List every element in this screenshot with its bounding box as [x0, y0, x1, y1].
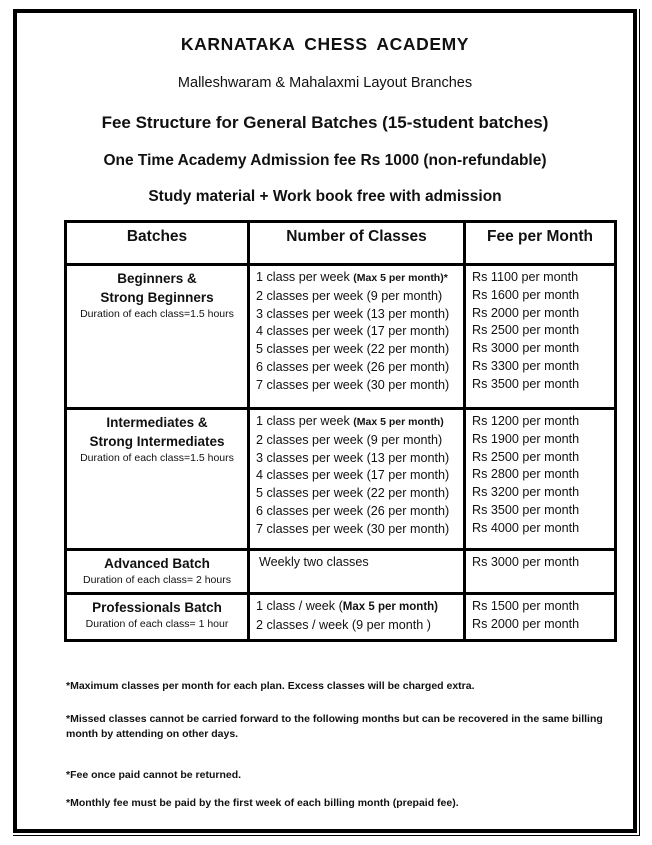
fee-amount: Rs 3300 per month [472, 358, 580, 373]
table-row-intermediates [66, 409, 616, 550]
class-option: 7 classes per week (30 per month) [256, 521, 450, 536]
class-option: 4 classes per week (17 per month) [256, 468, 450, 483]
class-option: Weekly two classes [259, 555, 369, 569]
class-option-text: 1 class / week ( [256, 599, 343, 613]
class-option-note: (Max 5 per month)* [353, 272, 448, 284]
table-header-row [66, 222, 616, 265]
footnote-max-classes: *Maximum classes per month for each plan. Excess classes will be charged extra. [66, 680, 475, 692]
fee-structure-heading: Fee Structure for General Batches (15-student batches) [101, 113, 549, 132]
classes-cell [249, 409, 465, 550]
admission-fee-heading: One Time Academy Admission fee Rs 1000 (non-refundable) [103, 152, 547, 169]
class-option: 3 classes per week (13 per month) [256, 450, 450, 465]
batch-cell [66, 550, 249, 594]
fee-amount: Rs 3000 per month [472, 555, 580, 569]
fee-cell [465, 409, 616, 550]
classes-cell [249, 594, 465, 641]
class-option [256, 598, 459, 617]
class-option [256, 269, 459, 288]
fee-amount: Rs 3000 per month [472, 341, 580, 356]
class-option: 2 classes / week (9 per month ) [256, 617, 431, 632]
batch-duration: Duration of each class= 2 hours [83, 574, 231, 586]
batch-name: Strong Intermediates [89, 434, 225, 449]
classes-cell [249, 550, 465, 594]
fee-amount: Rs 2000 per month [472, 305, 580, 320]
batch-name: Professionals Batch [92, 600, 222, 615]
fee-cell [465, 550, 616, 594]
batch-name: Strong Beginners [100, 290, 214, 305]
fee-amount: Rs 1200 per month [472, 414, 580, 428]
fee-amount: Rs 3200 per month [472, 485, 580, 500]
column-header-number-of-classes: Number of Classes [249, 222, 465, 265]
footnote-prepaid-fee: *Monthly fee must be paid by the first week of each billing month (prepaid fee). [66, 797, 459, 809]
column-header-batches: Batches [66, 222, 249, 265]
class-option-text: 1 class per week [256, 270, 354, 284]
class-option: 3 classes per week (13 per month) [256, 306, 450, 321]
class-option: 6 classes per week (26 per month) [256, 503, 450, 518]
fee-amount: Rs 2000 per month [472, 616, 580, 631]
footnote-missed-classes: *Missed classes cannot be carried forward to the following months but can be recovered in the same billing month by attending on other days. [66, 713, 603, 740]
table-row-professionals [66, 594, 616, 641]
batch-name: Advanced Batch [104, 556, 210, 571]
fee-amount: Rs 3500 per month [472, 376, 580, 391]
branches-subtitle: Malleshwaram & Mahalaxmi Layout Branches [177, 75, 473, 91]
batch-duration: Duration of each class=1.5 hours [80, 452, 234, 464]
class-option-text: 1 class per week [256, 414, 354, 428]
fee-amount: Rs 2500 per month [472, 323, 580, 338]
fee-amount: Rs 1500 per month [472, 599, 580, 613]
fee-amount: Rs 2500 per month [472, 449, 580, 464]
class-option: 4 classes per week (17 per month) [256, 324, 450, 339]
class-option: 6 classes per week (26 per month) [256, 359, 450, 374]
class-option [256, 413, 459, 432]
class-option-note: Max 5 per month) [342, 601, 439, 613]
fee-amount: Rs 1600 per month [472, 287, 580, 302]
batch-duration: Duration of each class=1.5 hours [80, 308, 234, 320]
class-option: 5 classes per week (22 per month) [256, 486, 450, 501]
fee-amount: Rs 2800 per month [472, 467, 580, 482]
column-header-fee-per-month: Fee per Month [465, 222, 616, 265]
table-row-advanced [66, 550, 616, 594]
class-option: 2 classes per week (9 per month) [256, 288, 443, 303]
study-material-heading: Study material + Work book free with admission [148, 188, 502, 205]
academy-title: KARNATAKA CHESS ACADEMY [180, 34, 470, 54]
fee-cell [465, 265, 616, 409]
class-option-note: (Max 5 per month) [353, 416, 444, 428]
batch-name: Beginners & [117, 271, 197, 286]
fee-table [64, 220, 617, 642]
class-option: 7 classes per week (30 per month) [256, 377, 450, 392]
batch-name: Intermediates & [106, 415, 208, 430]
batch-duration: Duration of each class= 1 hour [85, 618, 229, 630]
class-option: 2 classes per week (9 per month) [256, 432, 443, 447]
fee-amount: Rs 4000 per month [472, 520, 580, 535]
fee-amount: Rs 1100 per month [472, 270, 579, 284]
batch-cell [66, 594, 249, 641]
table-row-beginners [66, 265, 616, 409]
footnote-no-refund: *Fee once paid cannot be returned. [66, 769, 242, 781]
batch-cell [66, 409, 249, 550]
fee-amount: Rs 1900 per month [472, 431, 580, 446]
batch-cell [66, 265, 249, 409]
fee-amount: Rs 3500 per month [472, 502, 580, 517]
classes-cell [249, 265, 465, 409]
fee-cell [465, 594, 616, 641]
class-option: 5 classes per week (22 per month) [256, 342, 450, 357]
